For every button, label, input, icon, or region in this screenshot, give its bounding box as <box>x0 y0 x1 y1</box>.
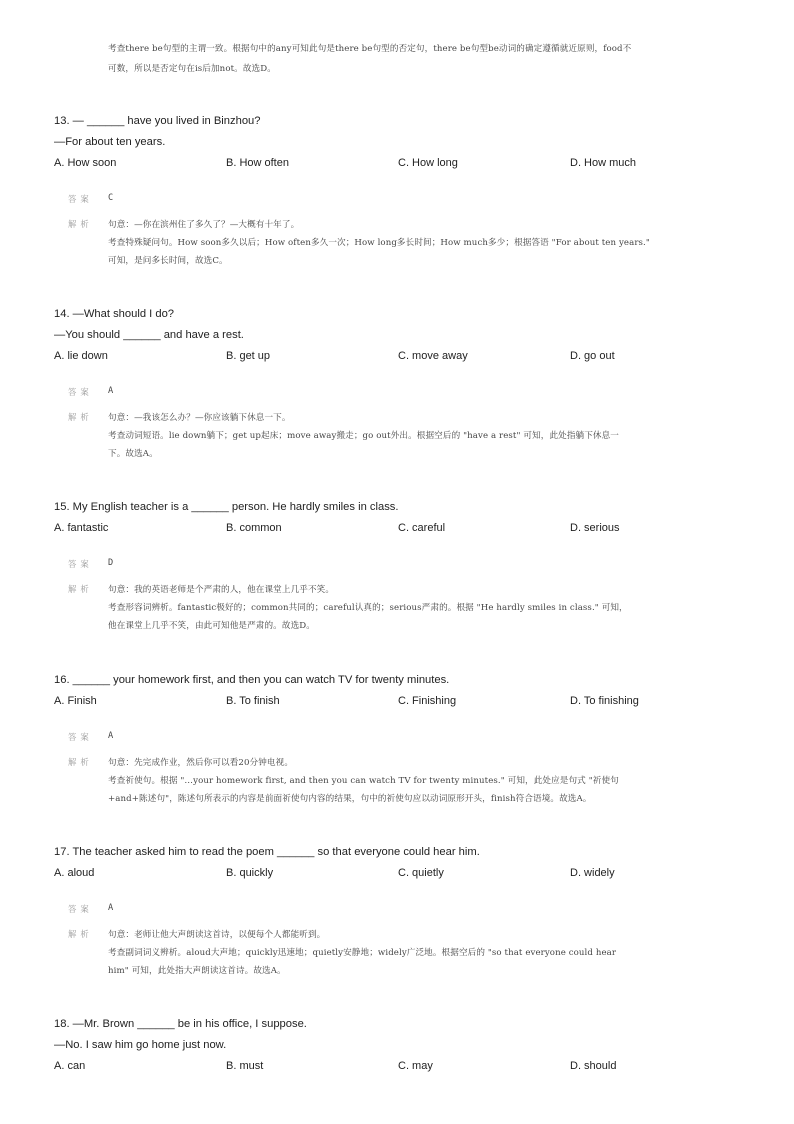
question-stem: —No. I saw him go home just now. <box>54 1039 227 1051</box>
analysis-line: 句意：—我该怎么办？—你应该躺下休息一下。 <box>108 413 291 423</box>
analysis-label: 解析 <box>68 584 93 594</box>
analysis-line: 考查副词词义辨析。aloud大声地；quickly迅速地；quietly安静地；widely广泛地。根据空后的 "so that everyone could hear <box>108 948 617 958</box>
analysis-label: 解析 <box>68 219 93 229</box>
option-c: C. How long <box>398 157 458 169</box>
analysis-line: 考查形容词辨析。fantastic极好的；common共同的；careful认真的；serious严肃的。根据 "He hardly smiles in class." 可知， <box>108 603 628 613</box>
analysis-label: 解析 <box>68 412 93 422</box>
answer-value: A <box>108 903 114 913</box>
option-a: A. aloud <box>54 867 95 879</box>
question-stem: 15. My English teacher is a ______ person. He hardly smiles in class. <box>54 501 399 513</box>
option-d: D. To finishing <box>570 695 639 707</box>
option-b: B. common <box>226 522 282 534</box>
option-d: D. should <box>570 1060 617 1072</box>
option-c: C. quietly <box>398 867 444 879</box>
analysis-line: 句意：—你在滨州住了多久了？—大概有十年了。 <box>108 220 300 230</box>
question-stem: 13. — ______ have you lived in Binzhou? <box>54 115 261 127</box>
analysis-line: 他在课堂上几乎不笑，由此可知他是严肃的。故选D。 <box>108 621 315 631</box>
question-stem: 17. The teacher asked him to read the poem ______ so that everyone could hear him. <box>54 846 480 858</box>
option-c: C. move away <box>398 350 468 362</box>
option-d: D. go out <box>570 350 615 362</box>
option-b: B. How often <box>226 157 289 169</box>
option-a: A. fantastic <box>54 522 109 534</box>
option-d: D. How much <box>570 157 637 169</box>
analysis-line: 句意：老师让他大声朗读这首诗，以便每个人都能听到。 <box>108 930 326 940</box>
question-stem: 16. ______ your homework first, and then you can watch TV for twenty minutes. <box>54 674 450 686</box>
option-a: A. How soon <box>54 157 117 169</box>
option-d: D. serious <box>570 522 620 534</box>
answer-value: D <box>108 558 114 568</box>
question-stem: 14. —What should I do? <box>54 308 175 320</box>
answer-value: A <box>108 731 114 741</box>
analysis-line: 句意：我的英语老师是个严肃的人，他在课堂上几乎不笑。 <box>108 585 335 595</box>
answer-label: 答案 <box>68 559 93 569</box>
analysis-line: 考查动词短语。lie down躺下；get up起床；move away搬走；go out外出。根据空后的 "have a rest" 可知，此处指躺下休息一 <box>108 431 620 441</box>
question-stem: —For about ten years. <box>54 136 166 148</box>
option-b: B. quickly <box>226 867 274 879</box>
option-c: C. Finishing <box>398 695 457 707</box>
option-a: A. Finish <box>54 695 97 707</box>
analysis-line: +and+陈述句"，陈述句所表示的内容是前面祈使句内容的结果，句中的祈使句应以动词原形开头，finish符合语境。故选A。 <box>108 794 592 804</box>
answer-label: 答案 <box>68 904 93 914</box>
option-b: B. must <box>226 1060 264 1072</box>
analysis-label: 解析 <box>68 757 93 767</box>
analysis-label: 解析 <box>68 929 93 939</box>
analysis-line: 可知，是问多长时间，故选C。 <box>108 256 228 266</box>
option-d: D. widely <box>570 867 615 879</box>
option-a: A. can <box>54 1060 86 1072</box>
answer-label: 答案 <box>68 732 93 742</box>
option-a: A. lie down <box>54 350 108 362</box>
analysis-line: him" 可知，此处指大声朗读这首诗。故选A。 <box>108 966 286 976</box>
analysis-line: 下。故选A。 <box>108 449 158 459</box>
answer-label: 答案 <box>68 194 93 204</box>
analysis-line: 句意：先完成作业，然后你可以看20分钟电视。 <box>108 758 294 768</box>
option-b: B. To finish <box>226 695 280 707</box>
question-stem: —You should ______ and have a rest. <box>54 329 244 341</box>
option-b: B. get up <box>226 350 271 362</box>
option-c: C. careful <box>398 522 446 534</box>
analysis-line: 考查特殊疑问句。How soon多久以后；How often多久一次；How long多长时间；How much多少；根据答语 "For about ten years." <box>108 238 650 248</box>
intro-line: 可数，所以是否定句在is后加not。故选D。 <box>108 64 276 74</box>
analysis-line: 考查祈使句。根据 "…your homework first, and then you can watch TV for twenty minutes." 可知，此处应是句式 "祈使句 <box>108 776 619 786</box>
answer-value: C <box>108 193 114 203</box>
intro-line: 考查there be句型的主谓一致。根据句中的any可知此句是there be句型的否定句，there be句型be动词的确定遵循就近原则，food不 <box>108 44 632 54</box>
option-c: C. may <box>398 1060 433 1072</box>
answer-value: A <box>108 386 114 396</box>
question-stem: 18. —Mr. Brown ______ be in his office, I suppose. <box>54 1018 307 1030</box>
answer-label: 答案 <box>68 387 93 397</box>
